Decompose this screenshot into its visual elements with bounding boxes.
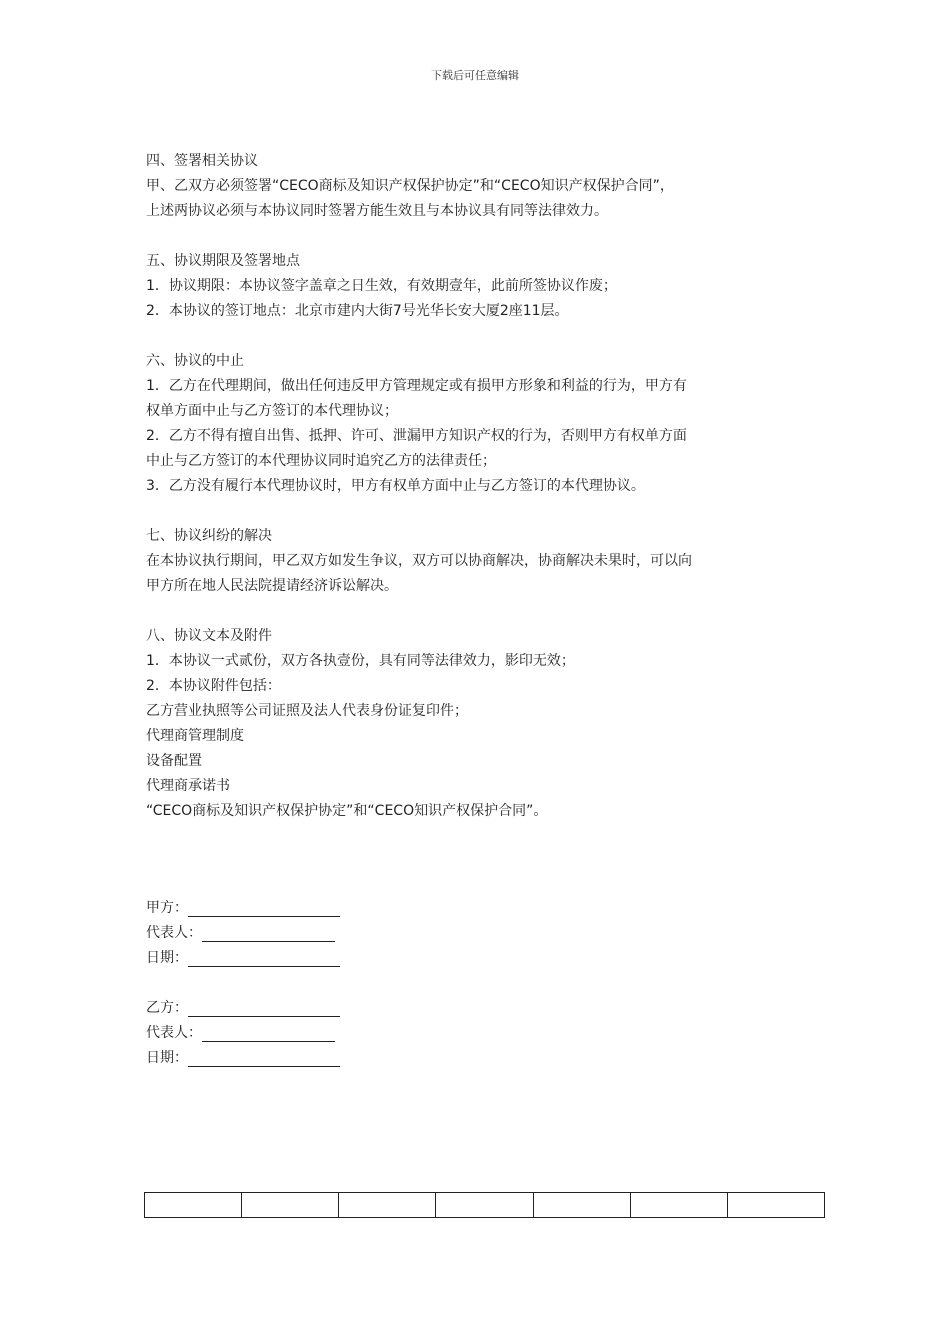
- party-b-signature-line[interactable]: [188, 999, 340, 1017]
- party-a-date-label: 日期：: [146, 950, 188, 966]
- table-row: [145, 1193, 825, 1218]
- paragraph-line: 3．乙方没有履行本代理协议时，甲方有权单方面中止与乙方签订的本代理协议。: [146, 478, 645, 494]
- party-b-rep-label: 代表人：: [146, 1025, 202, 1041]
- table-cell: [436, 1193, 533, 1218]
- paragraph-line: 1．乙方在代理期间，做出任何违反甲方管理规定或有损甲方形象和利益的行为，甲方有: [146, 378, 687, 394]
- attachment-item: 代理商管理制度: [146, 728, 244, 744]
- paragraph-line: 1．本协议一式贰份，双方各执壹份，具有同等法律效力，影印无效；: [146, 653, 575, 669]
- section-title: 八、协议文本及附件: [146, 628, 272, 644]
- section-title: 四、签署相关协议: [146, 153, 258, 169]
- party-a-rep-row: [146, 921, 340, 946]
- section-dispute-resolution: [146, 524, 826, 599]
- table-cell: [727, 1193, 824, 1218]
- section-title: 六、协议的中止: [146, 353, 244, 369]
- section-termination: [146, 349, 826, 499]
- table-cell: [630, 1193, 727, 1218]
- party-a-rep-signature-line[interactable]: [202, 924, 335, 942]
- paragraph-line: 甲方所在地人民法院提请经济诉讼解决。: [146, 578, 398, 594]
- attachment-item: “CECO商标及知识产权保护协定”和“CECO知识产权保护合同”。: [146, 803, 548, 819]
- party-b-row: [146, 996, 340, 1021]
- attachment-item: 乙方营业执照等公司证照及法人代表身份证复印件；: [146, 703, 468, 719]
- table-cell: [339, 1193, 436, 1218]
- party-a-signature-block: [146, 896, 340, 971]
- document-body: [146, 149, 826, 849]
- section-signing-agreements: [146, 149, 826, 224]
- paragraph-line: 2．乙方不得有擅自出售、抵押、许可、泄漏甲方知识产权的行为，否则甲方有权单方面: [146, 428, 687, 444]
- paragraph-line: 在本协议执行期间，甲乙双方如发生争议，双方可以协商解决，协商解决未果时，可以向: [146, 553, 692, 569]
- party-b-date-row: [146, 1046, 340, 1071]
- party-b-rep-signature-line[interactable]: [202, 1024, 335, 1042]
- table-cell: [145, 1193, 242, 1218]
- party-a-date-row: [146, 946, 340, 971]
- paragraph-line: 上述两协议必须与本协议同时签署方能生效且与本协议具有同等法律效力。: [146, 203, 608, 219]
- attachment-item: 代理商承诺书: [146, 778, 230, 794]
- paragraph-line: 甲、乙双方必须签署“CECO商标及知识产权保护协定”和“CECO知识产权保护合同”，: [146, 178, 674, 194]
- paragraph-line: 2．本协议附件包括：: [146, 678, 281, 694]
- table-cell: [533, 1193, 630, 1218]
- party-a-label: 甲方：: [146, 900, 188, 916]
- section-title: 五、协议期限及签署地点: [146, 253, 300, 269]
- paragraph-line: 1．协议期限：本协议签字盖章之日生效，有效期壹年，此前所签协议作废；: [146, 278, 617, 294]
- party-b-date-line[interactable]: [188, 1049, 340, 1067]
- section-term-and-location: [146, 249, 826, 324]
- section-text-and-attachments: [146, 624, 826, 824]
- party-a-date-line[interactable]: [188, 949, 340, 967]
- party-b-signature-block: [146, 996, 340, 1071]
- party-b-date-label: 日期：: [146, 1050, 188, 1066]
- party-a-signature-line[interactable]: [188, 899, 340, 917]
- attachment-item: 设备配置: [146, 753, 202, 769]
- party-b-label: 乙方：: [146, 1000, 188, 1016]
- party-a-rep-label: 代表人：: [146, 925, 202, 941]
- bottom-empty-table: [144, 1192, 825, 1218]
- paragraph-line: 权单方面中止与乙方签订的本代理协议；: [146, 403, 398, 419]
- section-title: 七、协议纠纷的解决: [146, 528, 272, 544]
- table-cell: [242, 1193, 339, 1218]
- paragraph-line: 2．本协议的签订地点：北京市建内大街7号光华长安大厦2座11层。: [146, 303, 569, 319]
- signature-area: [146, 896, 340, 1096]
- page-header: 下载后可任意编辑: [431, 69, 519, 82]
- party-a-row: [146, 896, 340, 921]
- party-b-rep-row: [146, 1021, 340, 1046]
- paragraph-line: 中止与乙方签订的本代理协议同时追究乙方的法律责任；: [146, 453, 496, 469]
